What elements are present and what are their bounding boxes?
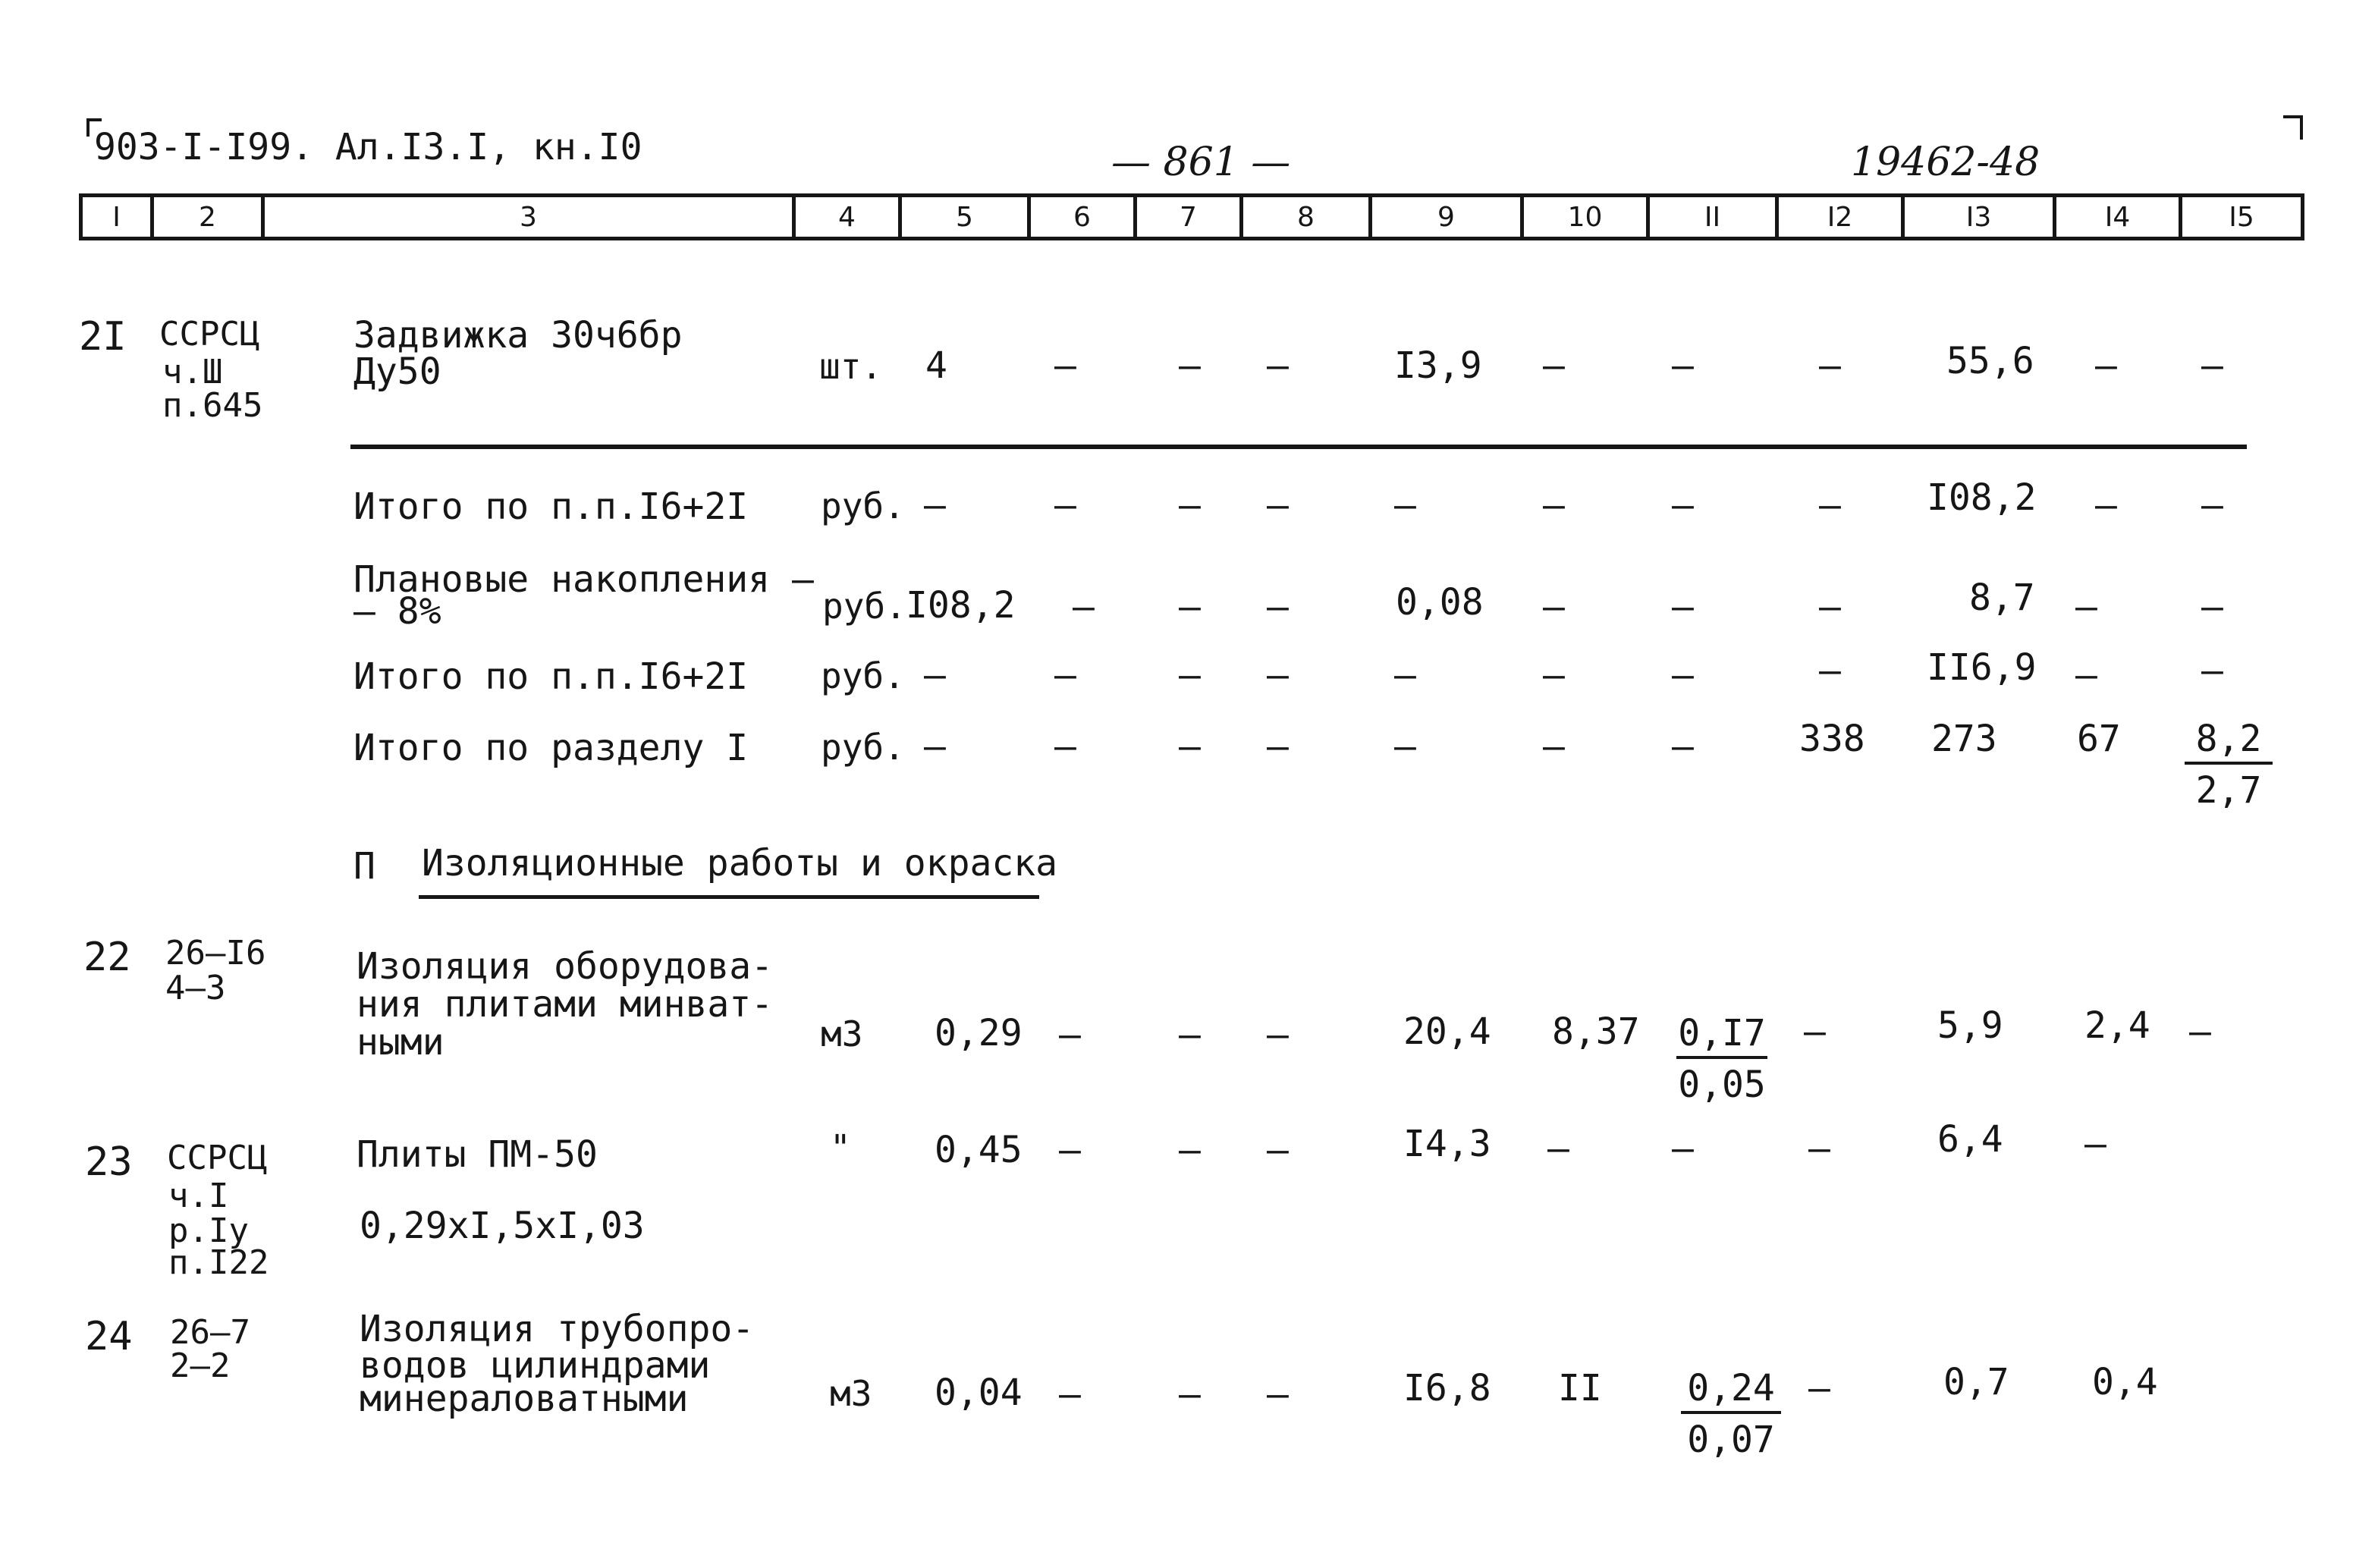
row-unit: " (830, 1127, 851, 1168)
row-code-line: п.645 (162, 386, 263, 425)
cell-col-8: – (1267, 1129, 1289, 1171)
subtotal-divider (350, 445, 2247, 449)
cell-col-8: – (1267, 1013, 1289, 1056)
cell-col-11: – (1672, 1127, 1694, 1170)
cell-col-6: – (1054, 484, 1076, 526)
cell-col-10: – (1543, 654, 1565, 696)
header-col-10: 10 (1524, 197, 1650, 237)
cell-col-6: – (1054, 725, 1076, 768)
cell-col-13: 6,4 (1937, 1118, 2003, 1161)
cell-col-6: – (1059, 1129, 1081, 1171)
row-number: 2I (79, 314, 127, 360)
cell-col-7: – (1179, 725, 1201, 768)
cell-col-10: II (1558, 1367, 1602, 1409)
cell-col-6: – (1059, 1013, 1081, 1056)
cell-col-6: – (1059, 1373, 1081, 1416)
cell-col-9: 0,08 (1396, 581, 1484, 624)
row-unit: руб. (821, 485, 905, 526)
row-name-line: Изоляция оборудова- (357, 945, 774, 988)
row-name-line: Задвижка 30ч6бр (353, 314, 683, 357)
header-col-12: I2 (1779, 197, 1905, 237)
header-col-1: I (83, 197, 154, 237)
fraction-denominator: 0,07 (1687, 1419, 1775, 1461)
page-number: — 861 — (1111, 140, 1291, 185)
cell-col-12: – (1819, 586, 1841, 628)
cell-col-10: 8,37 (1552, 1010, 1640, 1053)
header-col-3: 3 (265, 197, 796, 237)
cell-col-7: – (1179, 654, 1201, 696)
row-code-line: ССРСЦ (167, 1139, 268, 1177)
row-code-line: 4–3 (165, 969, 226, 1007)
cell-col-10: – (1547, 1127, 1569, 1170)
fraction-denominator: 2,7 (2195, 769, 2262, 812)
cell-col-14: – (2095, 344, 2117, 387)
cell-col-11: – (1672, 725, 1694, 768)
cell-col-9: – (1394, 484, 1416, 526)
cell-col-14: 2,4 (2084, 1004, 2150, 1047)
cell-col-14: 0,4 (2092, 1361, 2158, 1403)
cell-col-7: – (1179, 1013, 1201, 1056)
row-name-line: ния плитами минват- (357, 983, 774, 1026)
cell-col-9: I6,8 (1403, 1367, 1491, 1409)
cell-col-12: – (1819, 484, 1841, 526)
row-unit: м3 (821, 1013, 863, 1054)
row-name-line: Итого по разделу I (353, 727, 749, 769)
cell-col-13: II6,9 (1927, 646, 2037, 689)
row-name-line: – 8% (353, 590, 441, 633)
row-name-line: Итого по п.п.I6+2I (353, 655, 749, 698)
archive-number: 19462-48 (1851, 140, 2040, 185)
cell-col-11-fraction (1681, 1367, 1781, 1461)
cell-col-9: 20,4 (1403, 1010, 1491, 1053)
section-number: П (353, 845, 375, 888)
row-unit: руб. (821, 727, 905, 768)
cell-col-14: – (2084, 1123, 2106, 1165)
cell-col-7: – (1179, 344, 1201, 387)
cell-col-12: – (1808, 1367, 1830, 1409)
fraction-numerator: 8,2 (2185, 718, 2273, 765)
row-code-line: 26–I6 (165, 934, 266, 973)
cell-col-5: – (924, 484, 946, 526)
row-name-line: Плиты ПМ-50 (357, 1133, 598, 1176)
row-number: 24 (85, 1314, 133, 1359)
cell-col-12: – (1808, 1127, 1830, 1170)
cell-col-12: – (1819, 344, 1841, 387)
cell-col-8: – (1267, 1373, 1289, 1416)
cell-col-7: – (1179, 586, 1201, 628)
row-unit: руб. (821, 655, 905, 696)
cell-col-14: – (2075, 586, 2097, 628)
cell-col-7: – (1179, 484, 1201, 526)
cell-col-11: – (1672, 654, 1694, 696)
cell-col-8: – (1267, 484, 1289, 526)
header-col-8: 8 (1243, 197, 1372, 237)
cell-col-13: 5,9 (1937, 1004, 2003, 1047)
header-col-13: I3 (1905, 197, 2056, 237)
header-col-4: 4 (796, 197, 902, 237)
row-number: 22 (83, 935, 131, 980)
cell-col-6: – (1073, 586, 1095, 628)
row-code-line: 2–2 (170, 1346, 231, 1385)
fraction-denominator: 0,05 (1678, 1064, 1766, 1106)
header-col-14: I4 (2056, 197, 2182, 237)
cell-col-10: – (1543, 344, 1565, 387)
cell-col-15-fraction (2185, 718, 2273, 812)
cell-col-15: – (2201, 484, 2223, 526)
row-unit: м3 (830, 1373, 872, 1414)
row-name-line: Итого по п.п.I6+2I (353, 485, 749, 528)
cell-col-5: 0,45 (935, 1129, 1023, 1171)
row-name-line: Изоляция трубопро- (360, 1308, 755, 1350)
row-name-line: 0,29хI,5хI,03 (360, 1205, 645, 1247)
cell-col-10: – (1543, 586, 1565, 628)
row-code-line: ССРСЦ (159, 315, 260, 354)
fraction-numerator: 0,I7 (1676, 1012, 1767, 1059)
cell-col-9: I4,3 (1403, 1123, 1491, 1165)
cell-col-8: – (1267, 344, 1289, 387)
header-col-2: 2 (154, 197, 265, 237)
cell-col-15: – (2201, 344, 2223, 387)
cell-col-6: – (1054, 654, 1076, 696)
cell-col-9: – (1394, 654, 1416, 696)
corner-mark-right (2283, 115, 2303, 140)
cell-col-14: 67 (2077, 718, 2121, 760)
header-col-5: 5 (902, 197, 1031, 237)
cell-col-6: – (1054, 344, 1076, 387)
cell-col-10: – (1543, 725, 1565, 768)
cell-col-15: – (2189, 1010, 2211, 1053)
header-col-6: 6 (1031, 197, 1137, 237)
document-code: 903-I-I99. Ал.I3.I, кн.I0 (94, 126, 642, 168)
cell-col-13: 273 (1931, 718, 1997, 760)
header-col-11: II (1650, 197, 1779, 237)
cell-col-13: 0,7 (1943, 1361, 2009, 1403)
cell-col-5: – (924, 654, 946, 696)
row-unit: руб. (822, 586, 906, 627)
cell-col-9: I3,9 (1394, 344, 1482, 387)
cell-col-11: – (1672, 586, 1694, 628)
cell-col-7: – (1179, 1129, 1201, 1171)
header-col-7: 7 (1137, 197, 1243, 237)
row-code-line: 26–7 (170, 1313, 250, 1352)
cell-col-12: – (1804, 1010, 1826, 1053)
cell-col-5: I08,2 (906, 584, 1016, 627)
cell-col-9: – (1394, 725, 1416, 768)
cell-col-14: – (2075, 654, 2097, 696)
cell-col-5: 0,04 (935, 1372, 1023, 1414)
row-unit: шт. (819, 346, 883, 387)
cell-col-8: – (1267, 654, 1289, 696)
row-name-line: водов цилиндрами (360, 1344, 711, 1387)
cell-col-13: 8,7 (1969, 577, 2035, 619)
cell-col-7: – (1179, 1373, 1201, 1416)
section-title: Изоляционные работы и окраска (422, 842, 1058, 885)
cell-col-15: – (2201, 649, 2223, 692)
section-title-underline (419, 895, 1039, 899)
cell-col-5: – (924, 725, 946, 768)
cell-col-5: 0,29 (935, 1012, 1023, 1054)
row-code-line: ч.I (168, 1177, 229, 1215)
cell-col-10: – (1543, 484, 1565, 526)
cell-col-8: – (1267, 725, 1289, 768)
row-name-line: Плановые накопления – (353, 558, 814, 601)
cell-col-13: 55,6 (1946, 340, 2034, 382)
header-col-15: I5 (2229, 201, 2254, 233)
cell-col-8: – (1267, 586, 1289, 628)
row-name-line: минераловатными (360, 1378, 689, 1420)
cell-col-12: 338 (1799, 718, 1865, 760)
row-name-line: Ду50 (353, 350, 441, 393)
cell-col-15: – (2201, 586, 2223, 628)
cell-col-13: I08,2 (1927, 476, 2037, 519)
header-col-9: 9 (1372, 197, 1524, 237)
row-code-line: ч.Ш (162, 353, 223, 391)
row-code-line: р.Iу (168, 1211, 249, 1250)
row-code-line: п.I22 (168, 1243, 269, 1282)
column-header-row (79, 193, 2304, 240)
cell-col-11-fraction (1676, 1012, 1767, 1106)
fraction-numerator: 0,24 (1681, 1367, 1781, 1414)
row-number: 23 (85, 1139, 133, 1185)
row-name-line: ными (357, 1021, 445, 1064)
cell-col-11: – (1672, 344, 1694, 387)
cell-col-5: 4 (925, 344, 947, 387)
cell-col-11: – (1672, 484, 1694, 526)
cell-col-12: – (1819, 649, 1841, 692)
cell-col-14: – (2095, 484, 2117, 526)
